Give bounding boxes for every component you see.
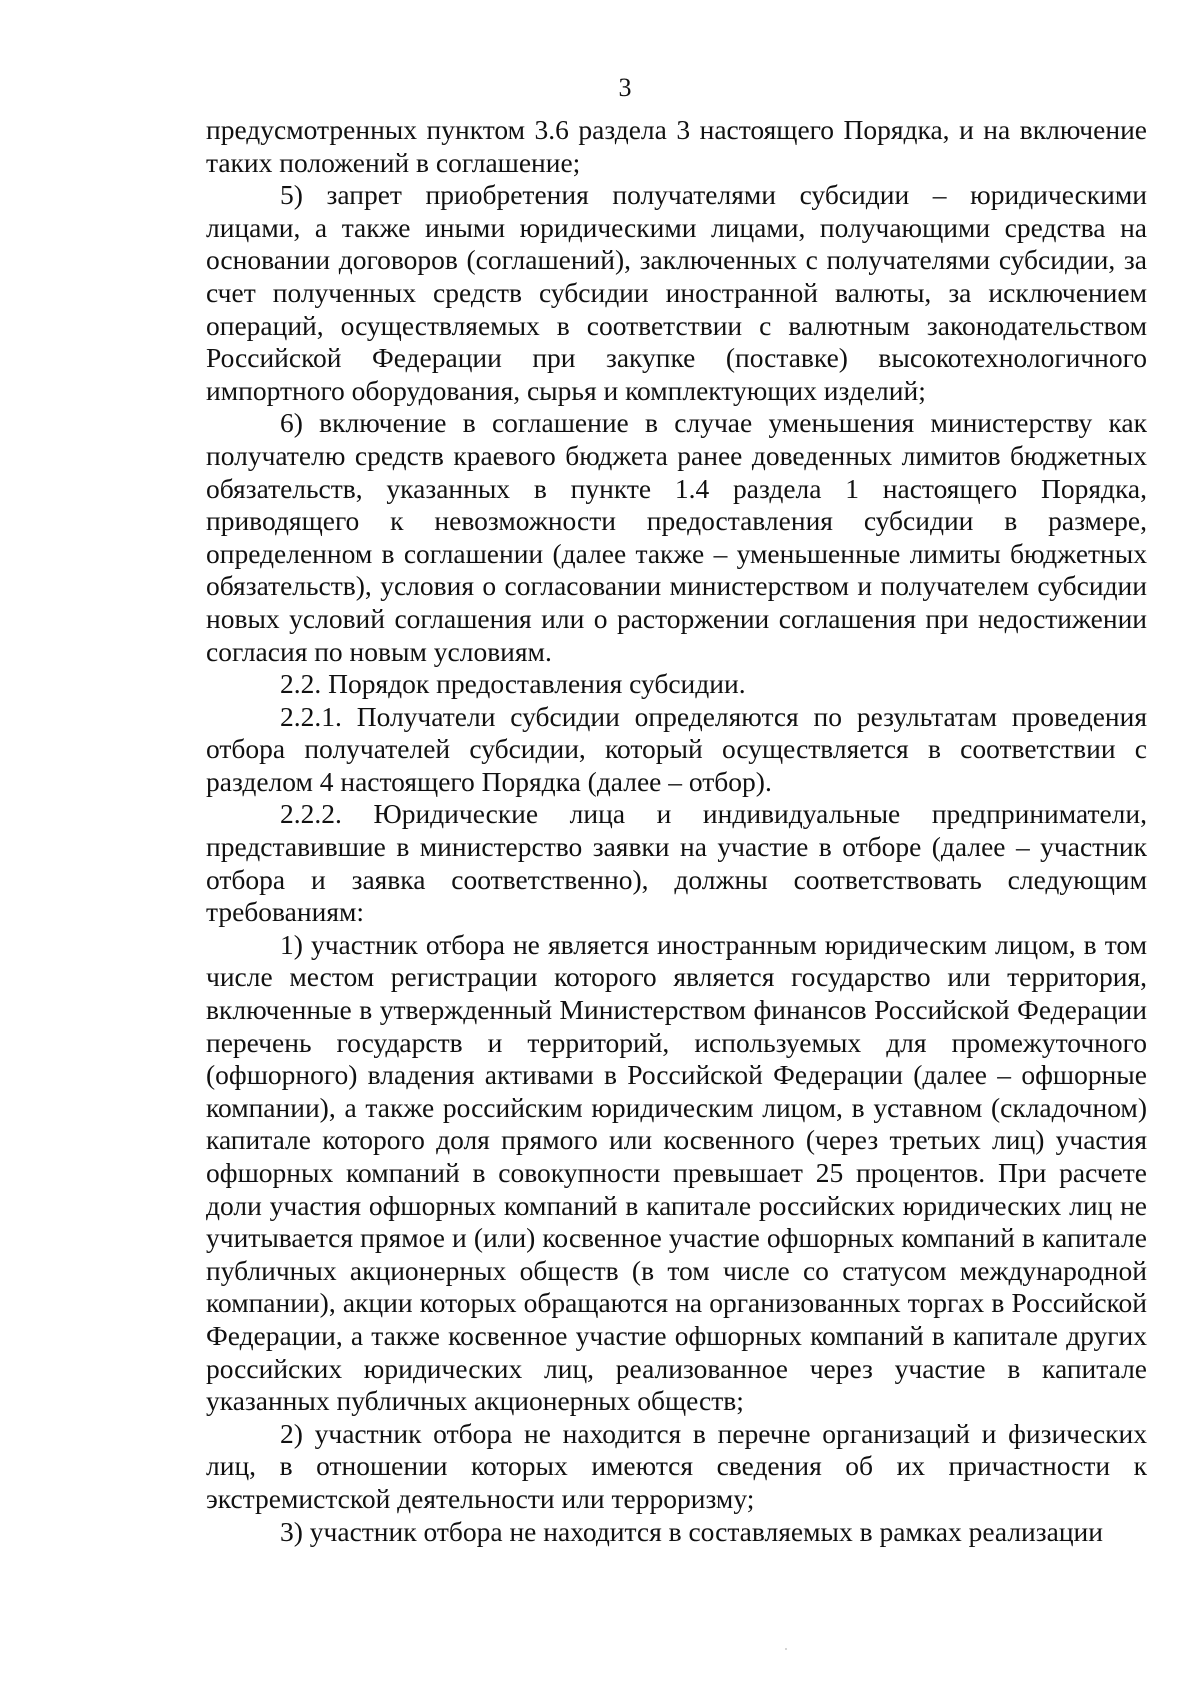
requirement-item-3: 3) участник отбора не находится в составляемых в рамках реализации (280, 1515, 1103, 1547)
requirement-item-1: 1) участник отбора не является иностранным юридическим лицом, в том числе местом регистрации которого является государство или территория, включенные в утвержденный Министерством финансов Российской Федерации перечень государств и территорий, используемых для промежуточного (офшорного) владения активами в Российской Федерации (далее – офшорные компании), а также российским юридическим лицом, в уставном (складочном) капитале которого доля прямого или косвенного (через третьих лиц) участия офшорных компаний в совокупности превышает 25 процентов. При расчете доли участия офшорных компаний в капитале российских юридических лиц не учитывается прямое и (или) косвенное участие офшорных компаний в капитале публичных акционерных обществ (в том числе со статусом международной компании), акции которых обращаются на организованных торгах в Российской Федерации, а также косвенное участие офшорных компаний в капитале других российских юридических лиц, реализованное через участие в капитале указанных публичных акционерных обществ; (206, 928, 1147, 1417)
section-heading-2-2: 2.2. Порядок предоставления субсидии. (280, 668, 746, 700)
paragraph-2-2-2: 2.2.2. Юридические лица и индивидуальные предприниматели, представившие в министерство заявки на участие в отборе (далее – участник отбора и заявка соответственно), должны соответствовать следующим требованиям: (206, 798, 1147, 928)
document-body (206, 114, 1147, 1548)
paragraph-item-6: 6) включение в соглашение в случае уменьшения министерству как получателю средств краевого бюджета ранее доведенных лимитов бюджетных обязательств, указанных в пункте 1.4 раздела 1 настоящего Порядка, приводящего к невозможности предоставления субсидии в размере, определенном в соглашении (далее также – уменьшенные лимиты бюджетных обязательств), условия о согласовании министерством и получателем субсидии новых условий соглашения или о расторжении соглашения при недостижении согласия по новым условиям. (206, 407, 1147, 667)
requirement-item-2: 2) участник отбора не находится в перечне организаций и физических лиц, в отношении которых имеются сведения об их причастности к экстремистской деятельности или терроризму; (206, 1417, 1147, 1514)
paragraph-2-2-1: 2.2.1. Получатели субсидии определяются по результатам проведения отбора получателей субсидии, который осуществляется в соответствии с разделом 4 настоящего Порядка (далее – отбор). (206, 700, 1147, 797)
paragraph-continuation: предусмотренных пунктом 3.6 раздела 3 настоящего Порядка, и на включение таких положений в соглашение; (206, 114, 1147, 178)
page-number: 3 (618, 73, 632, 102)
scan-speck (785, 1648, 787, 1650)
paragraph-item-5: 5) запрет приобретения получателями субсидии – юридическими лицами, а также иными юридическими лицами, получающими средства на основании договоров (соглашений), заключенных с получателями субсидии, за счет полученных средств субсидии иностранной валюты, за исключением операций, осуществляемых в соответствии с валютным законодательством Российской Федерации при закупке (поставке) высокотехнологичного импортного оборудования, сырья и комплектующих изделий; (206, 179, 1147, 406)
